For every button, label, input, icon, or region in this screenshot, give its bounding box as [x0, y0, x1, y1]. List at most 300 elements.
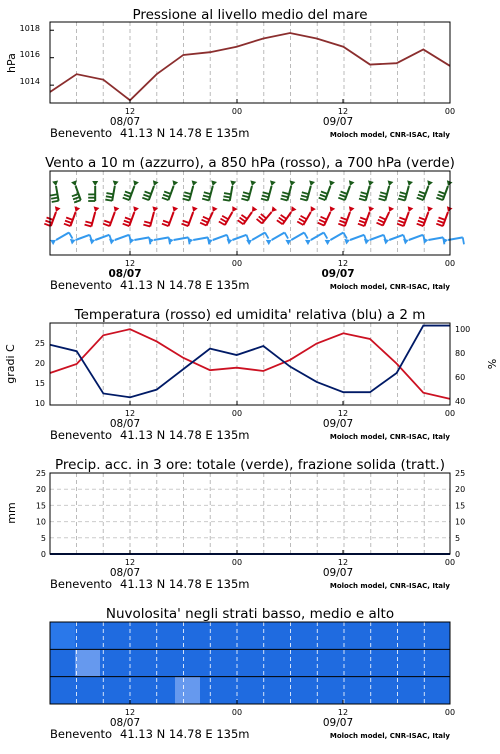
- date-label: 08/07: [108, 268, 142, 280]
- wind-barb-staff: [409, 235, 423, 240]
- wind-barb: [123, 206, 139, 226]
- cloud-cell: [275, 622, 301, 649]
- wind-barb: [443, 237, 464, 244]
- cloud-cell: [125, 677, 151, 704]
- wind-barb-head: [406, 180, 413, 186]
- pressure-ylabel: hPa: [5, 53, 18, 73]
- humidity-series-line: [50, 326, 450, 398]
- wind-barb: [383, 235, 405, 245]
- wind-barb-feather: [181, 224, 188, 226]
- wind-barb: [202, 180, 217, 200]
- wind-barb-feather: [202, 220, 208, 223]
- wind-barb-feather: [281, 199, 288, 201]
- cloud-cell: [375, 649, 401, 676]
- wind-barb-feather: [359, 221, 366, 223]
- wind-barb-feather: [223, 200, 230, 201]
- time-tick-label: 00: [444, 259, 456, 268]
- precip-ytick: 10: [35, 517, 46, 527]
- wind-barb-feather: [65, 221, 72, 223]
- wind-barb: [162, 180, 178, 200]
- wind-barb-head: [92, 206, 99, 212]
- cloud-cell: [150, 649, 176, 676]
- precip-ytick: 15: [35, 501, 46, 511]
- cloud-cell: [75, 622, 101, 649]
- wind-barb-feather: [338, 198, 345, 200]
- wind-barb-staff: [188, 212, 193, 226]
- wind-barb-feather: [358, 224, 365, 226]
- wind-barb-feather: [282, 192, 289, 194]
- wind-barb-feather: [359, 199, 366, 201]
- wind-barb: [281, 180, 296, 200]
- wind-barb-feather: [123, 224, 130, 226]
- pressure-frame: [50, 22, 450, 103]
- date-label: 09/07: [321, 268, 355, 280]
- wind-barb-staff: [370, 235, 384, 240]
- wind-barb: [85, 206, 100, 226]
- cloud-cell: [50, 677, 76, 704]
- wind-barb-feather: [123, 198, 130, 200]
- wind-barb: [277, 206, 297, 224]
- wind-barb: [403, 235, 425, 245]
- wind-title: Vento a 10 m (azzurro), a 850 hPa (rosso), a 700 hPa (verde): [45, 155, 455, 171]
- wind-barb: [71, 180, 81, 202]
- wind-barb-feather: [223, 196, 230, 197]
- temperature-ytick: 15: [34, 379, 45, 388]
- wind-barb: [417, 206, 433, 226]
- wind-barb: [246, 233, 268, 246]
- wind-barb-feather: [262, 195, 269, 197]
- wind-barb-feather: [203, 217, 209, 220]
- wind-barb: [319, 180, 335, 200]
- wind-barb-feather: [319, 220, 325, 223]
- wind-barb: [344, 235, 366, 245]
- cloud-cell: [100, 649, 126, 676]
- cloud-cell: [75, 649, 101, 676]
- wind-barb: [129, 237, 150, 244]
- wind-barb-feather: [419, 191, 426, 193]
- wind-barb-head: [70, 237, 77, 244]
- wind-barb-head: [406, 206, 413, 213]
- date-label: 09/07: [322, 418, 354, 430]
- date-label: 09/07: [322, 116, 354, 128]
- wind-barb-feather: [74, 200, 81, 202]
- wind-barb-feather: [277, 220, 283, 224]
- cloud-cell: [325, 622, 351, 649]
- wind-barb-feather: [377, 223, 383, 226]
- wind-barb-feather: [125, 191, 132, 193]
- wind-barb-head: [426, 180, 433, 187]
- wind-barb-feather: [437, 195, 444, 197]
- wind-barb-feather: [240, 218, 246, 222]
- wind-barb: [89, 235, 111, 245]
- wind-barb-staff: [291, 233, 304, 241]
- temperature-title: Temperatura (rosso) ed umidita' relativa (blu) a 2 m: [74, 307, 426, 323]
- station-coords: 41.13 N 14.78 E 135m: [120, 727, 250, 741]
- wind-barb-feather: [398, 221, 405, 223]
- cloud-cell: [175, 622, 201, 649]
- precip-ytick-right: 10: [455, 517, 466, 527]
- wind-barb: [266, 233, 288, 246]
- wind-barb-head: [328, 206, 336, 213]
- wind-barb: [398, 180, 413, 200]
- wind-barb-feather: [106, 196, 113, 197]
- precip-ytick-right: 20: [455, 485, 466, 495]
- wind-barb-feather: [163, 195, 170, 197]
- cloud-cell: [275, 649, 301, 676]
- cloud-cell: [250, 649, 276, 676]
- wind-barb-feather: [204, 192, 211, 194]
- wind-barb-staff: [213, 235, 227, 240]
- cloud-cell: [375, 622, 401, 649]
- wind-barb-staff: [311, 233, 324, 241]
- wind-barb-staff: [428, 237, 443, 240]
- wind-barb-feather: [73, 197, 80, 199]
- wind-barb-feather: [360, 217, 367, 219]
- wind-barb-head: [112, 181, 119, 187]
- wind-barb: [142, 180, 158, 200]
- cloud-cells: [50, 622, 451, 704]
- model-credit: Moloch model, CNR-ISAC, Italy: [329, 433, 450, 441]
- wind-barb: [238, 206, 258, 224]
- wind-barb: [300, 180, 315, 200]
- wind-barb: [44, 206, 60, 226]
- wind-barb-feather: [124, 221, 131, 223]
- pressure-ytick: 1014: [19, 77, 40, 86]
- cloud-cell: [225, 622, 251, 649]
- wind-barb: [318, 206, 336, 225]
- wind-barb-feather: [104, 221, 111, 223]
- wind-barb: [149, 237, 170, 244]
- temperature-series-line: [50, 329, 450, 399]
- wind-barb: [219, 206, 238, 225]
- time-tick-label: 12: [124, 259, 136, 268]
- wind-barb-feather: [436, 224, 443, 226]
- wind-barb: [359, 180, 374, 200]
- model-credit: Moloch model, CNR-ISAC, Italy: [329, 131, 450, 139]
- wind-barb-feather: [341, 191, 348, 193]
- wind-barb-feather: [301, 195, 308, 197]
- cloud-cell: [150, 622, 176, 649]
- precip-ytick-right: 5: [455, 533, 461, 543]
- cloud-cell: [325, 677, 351, 704]
- wind-barb-feather: [238, 220, 244, 224]
- wind-barb-feather: [302, 192, 309, 194]
- wind-barb-feather: [203, 195, 210, 197]
- date-label: 08/07: [109, 116, 141, 128]
- precip-panel: [5, 457, 465, 559]
- wind-barb-feather: [220, 219, 226, 223]
- wind-barb-feather: [184, 192, 191, 194]
- wind-barb-head: [308, 180, 315, 186]
- wind-barb-feather: [142, 198, 149, 200]
- cloud-cell: [175, 649, 201, 676]
- temperature-frame: [50, 323, 450, 405]
- cloud-cell: [200, 677, 226, 704]
- time-tick-label: 00: [444, 409, 456, 418]
- cloud-panel: [50, 606, 451, 704]
- time-tick-label: 12: [124, 409, 136, 418]
- pressure-series-line: [50, 33, 450, 100]
- wind-barb-feather: [399, 195, 406, 197]
- wind-barb-head: [445, 180, 452, 187]
- wind-barb-head: [151, 180, 158, 187]
- wind-barb-head: [344, 237, 351, 244]
- wind-barb-feather: [143, 225, 150, 227]
- wind-barb-feather: [319, 198, 326, 200]
- station-coords: 41.13 N 14.78 E 135m: [120, 126, 250, 140]
- wind-barb-head: [92, 181, 98, 186]
- station-name: Benevento: [50, 428, 113, 442]
- wind-barb: [338, 180, 354, 200]
- pressure-ytick: 1016: [19, 50, 40, 59]
- wind-barb-feather: [439, 217, 446, 219]
- wind-barb-head: [426, 206, 433, 213]
- wind-barb-feather: [243, 192, 250, 194]
- cloud-cell: [125, 622, 151, 649]
- cloud-cell: [50, 649, 76, 676]
- wind-barb-head: [347, 180, 354, 187]
- wind-barb: [188, 237, 209, 244]
- wind-barb-head: [367, 206, 374, 213]
- temperature-ytick: 20: [34, 359, 45, 368]
- wind-barb-head: [386, 180, 393, 186]
- cloud-cell: [225, 649, 251, 676]
- time-tick-label: 00: [231, 558, 243, 567]
- wind-barb-head: [52, 181, 59, 187]
- humidity-ytick: 60: [455, 373, 466, 382]
- wind-barb-staff: [110, 212, 115, 226]
- wind-barb-head: [132, 206, 139, 213]
- wind-barb-feather: [69, 233, 73, 239]
- wind-barb: [200, 206, 218, 225]
- wind-barb-feather: [163, 221, 170, 223]
- model-credit: Moloch model, CNR-ISAC, Italy: [329, 283, 450, 291]
- wind-barb-head: [347, 206, 354, 213]
- wind-barbs: [44, 180, 464, 245]
- wind-barb: [168, 237, 189, 244]
- cloud-cell: [225, 677, 251, 704]
- wind-barb-staff: [134, 237, 149, 240]
- wind-barb-staff: [56, 233, 69, 241]
- time-tick-label: 00: [231, 708, 243, 717]
- precip-title: Precip. acc. in 3 ore: totale (verde), frazione solida (tratt.): [55, 457, 445, 473]
- precip-ytick: 20: [35, 485, 46, 495]
- station-name: Benevento: [50, 577, 113, 591]
- wind-barb-feather: [72, 194, 79, 196]
- cloud-cell: [375, 677, 401, 704]
- wind-barb-staff: [272, 233, 285, 241]
- time-tick-label: 12: [337, 107, 349, 116]
- wind-barb-head: [210, 206, 218, 213]
- cloud-cell: [200, 622, 226, 649]
- wind-barb-feather: [66, 217, 73, 219]
- wind-barb-feather: [183, 195, 190, 197]
- wind-barb-head: [112, 206, 119, 213]
- wind-barb-feather: [51, 194, 58, 195]
- wind-barb-feather: [300, 199, 307, 201]
- wind-barb: [261, 180, 276, 200]
- wind-barb-feather: [339, 195, 346, 197]
- cloud-cell: [75, 677, 101, 704]
- wind-barb-feather: [321, 217, 327, 220]
- wind-barb-feather: [241, 199, 248, 201]
- wind-barb-feather: [125, 217, 132, 219]
- wind-barb-feather: [320, 195, 327, 197]
- wind-barb-head: [285, 237, 292, 245]
- wind-barb-head: [190, 206, 197, 213]
- temperature-grid: [77, 323, 425, 405]
- wind-barb: [257, 206, 278, 223]
- precip-ytick-right: 15: [455, 501, 466, 511]
- wind-barb-staff: [350, 235, 364, 240]
- cloud-cell: [350, 622, 376, 649]
- wind-barb-feather: [51, 198, 58, 199]
- station-coords: 41.13 N 14.78 E 135m: [120, 428, 250, 442]
- wind-barb-feather: [304, 233, 308, 239]
- wind-barb: [379, 180, 394, 200]
- wind-barb-head: [132, 180, 139, 187]
- wind-barb: [338, 206, 354, 226]
- wind-barb-feather: [200, 223, 206, 226]
- wind-barb-staff: [150, 212, 154, 226]
- wind-barb-head: [171, 180, 178, 187]
- wind-barb: [423, 237, 444, 244]
- date-label: 09/07: [322, 717, 354, 729]
- wind-barb: [364, 235, 386, 245]
- wind-barb-feather: [64, 224, 71, 226]
- wind-barb: [223, 181, 236, 201]
- wind-barb-staff: [91, 212, 95, 226]
- wind-barb-feather: [106, 193, 113, 194]
- wind-barb-head: [249, 180, 256, 186]
- time-tick-label: 00: [231, 259, 243, 268]
- precip-ylabel: mm: [5, 502, 18, 524]
- wind-barb-staff: [232, 235, 246, 240]
- wind-barb: [227, 235, 249, 245]
- wind-barb: [109, 235, 131, 245]
- wind-barb-head: [328, 180, 335, 187]
- wind-barb-feather: [224, 193, 231, 194]
- wind-barb-feather: [463, 237, 464, 244]
- wind-barb-head: [308, 206, 316, 213]
- time-tick-label: 12: [337, 708, 349, 717]
- wind-barb: [88, 181, 98, 201]
- wind-barb-feather: [418, 195, 425, 197]
- wind-barb-head: [210, 180, 217, 186]
- wind-barb-staff: [330, 233, 343, 241]
- precip-grid: [77, 473, 425, 554]
- date-label: 09/07: [322, 567, 354, 579]
- wind-barb-feather: [85, 221, 92, 223]
- temperature-ylabel: gradi C: [4, 344, 17, 384]
- wind-barb-head: [71, 180, 78, 187]
- time-tick-label: 12: [124, 708, 136, 717]
- wind-barb-head: [325, 237, 332, 245]
- wind-barb: [162, 206, 178, 226]
- wind-barb-feather: [379, 217, 385, 220]
- station-coords: 41.13 N 14.78 E 135m: [120, 577, 250, 591]
- wind-barb-head: [229, 181, 236, 187]
- model-credit: Moloch model, CNR-ISAC, Italy: [329, 582, 450, 590]
- wind-barb-feather: [279, 218, 285, 222]
- wind-barb-head: [171, 206, 178, 213]
- wind-barb: [70, 235, 92, 245]
- time-tick-label: 12: [337, 259, 349, 268]
- wind-barb-feather: [105, 200, 112, 201]
- wind-barb-staff: [174, 237, 189, 240]
- wind-barb-feather: [219, 221, 225, 225]
- wind-barb-feather: [324, 233, 328, 239]
- wind-barb: [358, 206, 374, 226]
- precip-ytick-right: 25: [455, 469, 466, 478]
- cloud-cell: [425, 622, 451, 649]
- wind-barb-staff: [115, 235, 129, 240]
- wind-barb-head: [50, 237, 57, 245]
- wind-barb-feather: [45, 221, 52, 223]
- wind-barb-feather: [202, 199, 209, 201]
- wind-barb-feather: [379, 195, 386, 197]
- cloud-cell: [350, 649, 376, 676]
- wind-barb-feather: [85, 225, 92, 227]
- wind-barb-feather: [417, 198, 424, 200]
- wind-barb-feather: [380, 192, 387, 194]
- station-name: Benevento: [50, 126, 113, 140]
- time-tick-label: 00: [231, 107, 243, 116]
- wind-barb-feather: [360, 195, 367, 197]
- date-label: 08/07: [109, 418, 141, 430]
- wind-barb-head: [305, 237, 312, 245]
- wind-barb-head: [73, 206, 80, 213]
- wind-barb: [50, 233, 72, 246]
- wind-barb-staff: [154, 237, 169, 240]
- humidity-ytick: 40: [455, 397, 466, 406]
- cloud-cell: [100, 677, 126, 704]
- wind-barb-staff: [389, 235, 403, 240]
- cloud-cell: [125, 649, 151, 676]
- wind-barb-head: [269, 180, 276, 186]
- wind-barb-head: [190, 180, 197, 186]
- cloud-cell: [400, 649, 426, 676]
- precip-ytick: 25: [35, 469, 46, 478]
- cloud-cell: [425, 677, 451, 704]
- wind-barb: [143, 206, 158, 226]
- wind-barb-head: [53, 206, 60, 213]
- precip-ytick: 5: [40, 533, 46, 543]
- wind-barb-staff: [252, 233, 265, 241]
- time-tick-label: 12: [337, 409, 349, 418]
- cloud-cell: [150, 677, 176, 704]
- wind-barb-feather: [439, 191, 446, 193]
- wind-barb-feather: [103, 224, 110, 226]
- humidity-ytick: 100: [455, 325, 471, 334]
- wind-barb-feather: [341, 217, 348, 219]
- date-label: 08/07: [109, 567, 141, 579]
- wind-barb-feather: [265, 233, 269, 239]
- wind-barb-feather: [285, 233, 289, 239]
- wind-barb-feather: [299, 219, 305, 223]
- wind-barb-feather: [242, 195, 249, 197]
- wind-barb-feather: [261, 199, 268, 201]
- wind-barb-feather: [437, 221, 444, 223]
- wind-barb: [285, 233, 307, 246]
- humidity-ylabel: %: [485, 358, 498, 370]
- wind-barb-staff: [168, 212, 173, 226]
- wind-barb-head: [230, 206, 238, 213]
- wind-barb-feather: [418, 221, 425, 223]
- cloud-cell: [100, 622, 126, 649]
- wind-barb-feather: [162, 224, 169, 226]
- wind-barb-staff: [95, 235, 109, 240]
